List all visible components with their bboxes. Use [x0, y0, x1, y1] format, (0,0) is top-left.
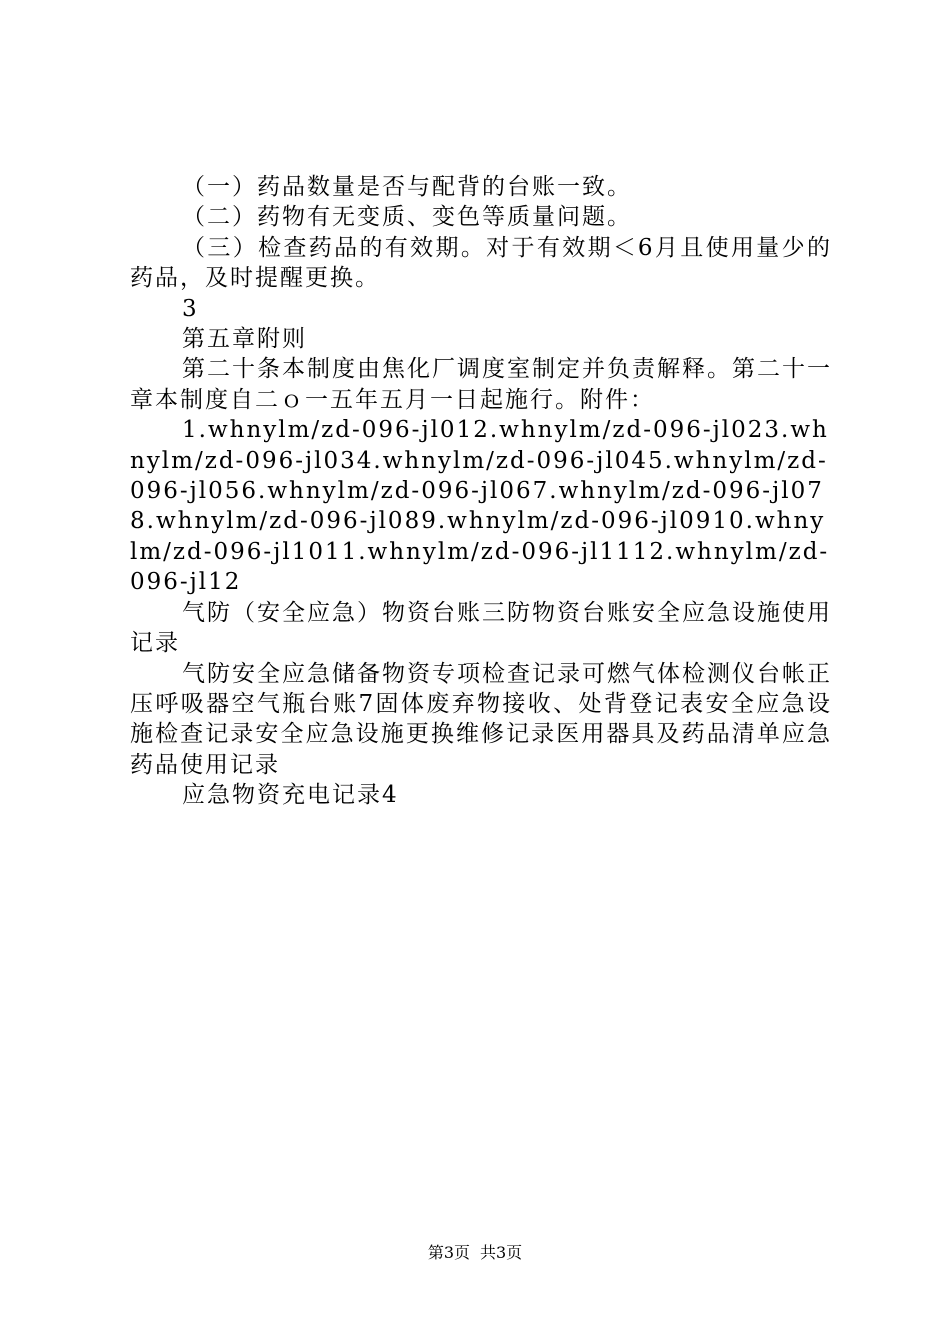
paragraph-article-20: 第二十条本制度由焦化厂调度室制定并负责解释。第二十一章本制度自二ｏ一五年五月一日起施行。附件：	[130, 356, 832, 413]
paragraph-records-list-3: 应急物资充电记录4	[182, 782, 399, 809]
footer-page-current: 第3页	[427, 1243, 470, 1262]
chapter-heading: 第五章附则	[182, 326, 307, 353]
footer-page-total: 共3页	[480, 1243, 523, 1262]
paragraph-check-quality: （二）药物有无变质、变色等质量问题。	[182, 204, 632, 231]
paragraph-attachment-codes: 1.whnylm/zd-096-jl012.whnylm/zd-096-jl023.whnylm/zd-096-jl034.whnylm/zd-096-jl045.whnylm/zd-096-jl056.whnylm/zd-096-jl067.whnylm/zd-096-jl078.whnylm/zd-096-jl089.whnylm/zd-096-jl0910.whnylm/zd-096-jl1011.whnylm/zd-096-jl1112.whnylm/zd-096-jl12	[130, 417, 830, 596]
paragraph-records-list-2: 气防安全应急储备物资专项检查记录可燃气体检测仪台帐正压呼吸器空气瓶台账7固体废弃物接收、处背登记表安全应急设施检查记录安全应急设施更换维修记录医用器具及药品清单应急药品使用记录	[130, 660, 832, 778]
paragraph-check-expiry: （三）检查药品的有效期。对于有效期＜6月且使用量少的药品，及时提醒更换。	[130, 234, 832, 292]
paragraph-check-quantity: （一）药品数量是否与配背的台账一致。	[182, 174, 632, 200]
page-number-marker: 3	[182, 295, 199, 322]
page-footer	[0, 1242, 950, 1264]
document-body	[130, 172, 832, 811]
paragraph-records-list-1: 气防（安全应急）物资台账三防物资台账安全应急设施使用记录	[130, 599, 832, 657]
